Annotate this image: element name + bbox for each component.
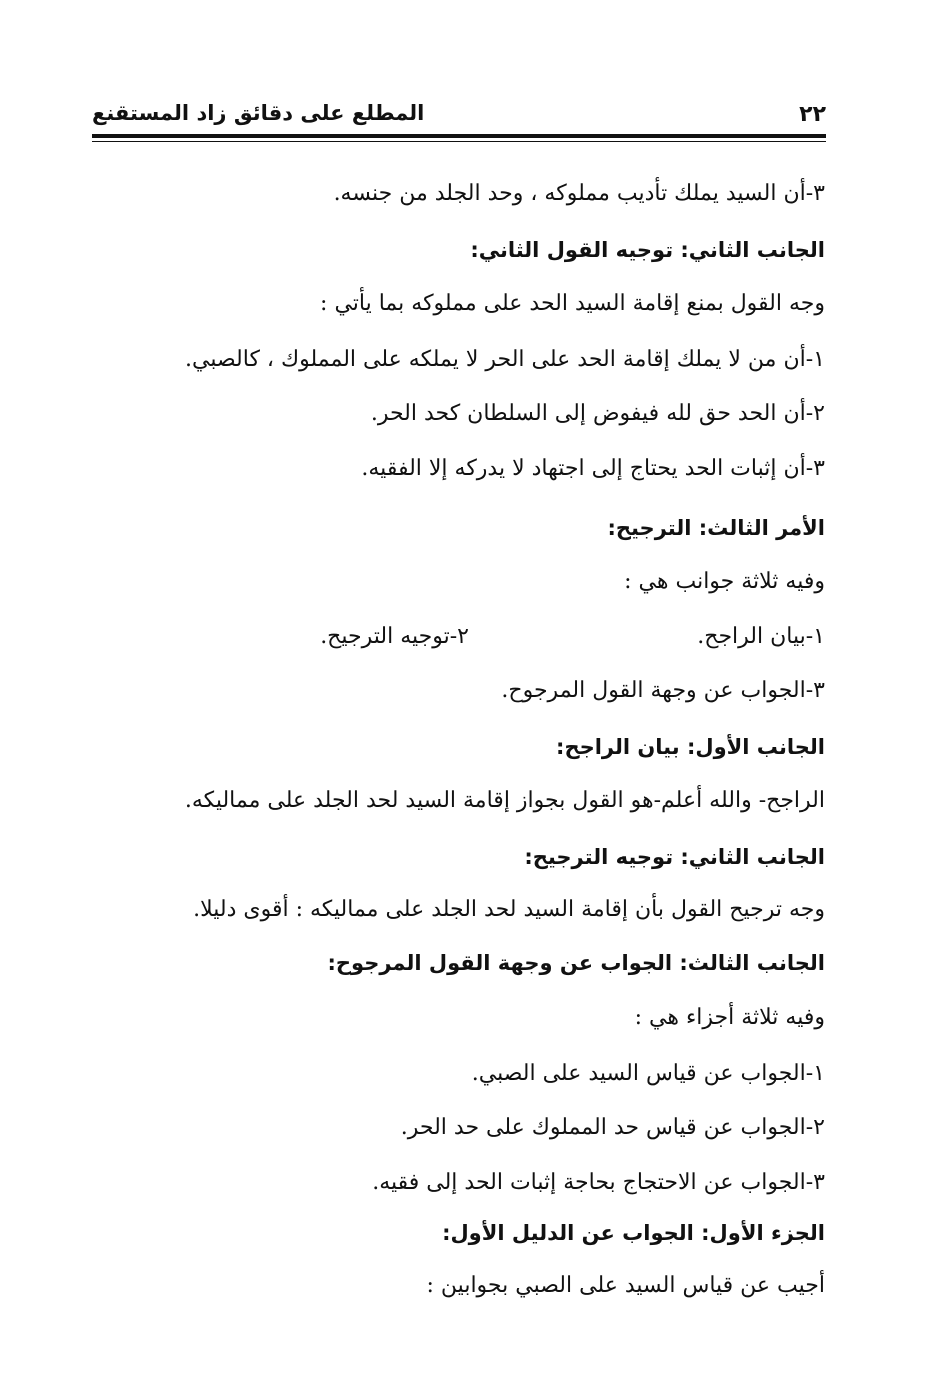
list-item: ٢-توجيه الترجيح. — [320, 624, 469, 649]
list-item: ١-بيان الراجح. — [697, 624, 825, 649]
header-rule-thin — [92, 141, 826, 142]
list-item: ١-الجواب عن قياس السيد على الصبي. — [471, 1061, 825, 1086]
text-line: الراجح- والله أعلم-هو القول بجواز إقامة السيد لحد الجلد على مماليكه. — [184, 788, 825, 813]
list-item: ٣-الجواب عن وجهة القول المرجوح. — [501, 678, 825, 703]
page-header — [92, 96, 826, 130]
section-heading: الجانب الثاني: توجيه القول الثاني: — [470, 238, 825, 262]
section-heading: الجانب الأول: بيان الراجح: — [556, 735, 825, 759]
text-line: وفيه ثلاثة جوانب هي : — [624, 569, 825, 594]
text-line: وفيه ثلاثة أجزاء هي : — [634, 1005, 825, 1030]
list-item: ٣-الجواب عن الاحتجاج بحاجة إثبات الحد إلى فقيه. — [372, 1170, 825, 1195]
section-heading: الجانب الثاني: توجيه الترجيح: — [524, 845, 825, 869]
list-item: ٣-أن إثبات الحد يحتاج إلى اجتهاد لا يدركه إلا الفقيه. — [361, 456, 825, 481]
header-rule-thick — [92, 134, 826, 138]
section-heading: الأمر الثالث: الترجيح: — [607, 516, 825, 540]
list-item: ٢-الجواب عن قياس حد المملوك على حد الحر. — [400, 1115, 825, 1140]
page-number: ٢٢ — [799, 102, 826, 127]
list-item: ٢-أن الحد حق لله فيفوض إلى السلطان كحد الحر. — [370, 401, 825, 426]
text-line: وجه القول بمنع إقامة السيد الحد على مملوكه بما يأتي : — [320, 291, 825, 316]
running-title: المطلع على دقائق زاد المستقنع — [92, 101, 425, 125]
text-line: وجه ترجيح القول بأن إقامة السيد لحد الجلد على مماليكه : أقوى دليلا. — [193, 897, 825, 922]
text-line: ٣-أن السيد يملك تأديب مملوكه ، وحد الجلد من جنسه. — [333, 181, 825, 206]
section-heading: الجزء الأول: الجواب عن الدليل الأول: — [442, 1221, 825, 1245]
list-item: ١-أن من لا يملك إقامة الحد على الحر لا يملكه على المملوك ، كالصبي. — [185, 347, 825, 372]
section-heading: الجانب الثالث: الجواب عن وجهة القول المرجوح: — [327, 951, 825, 975]
text-line: أجيب عن قياس السيد على الصبي بجوابين : — [426, 1273, 825, 1298]
